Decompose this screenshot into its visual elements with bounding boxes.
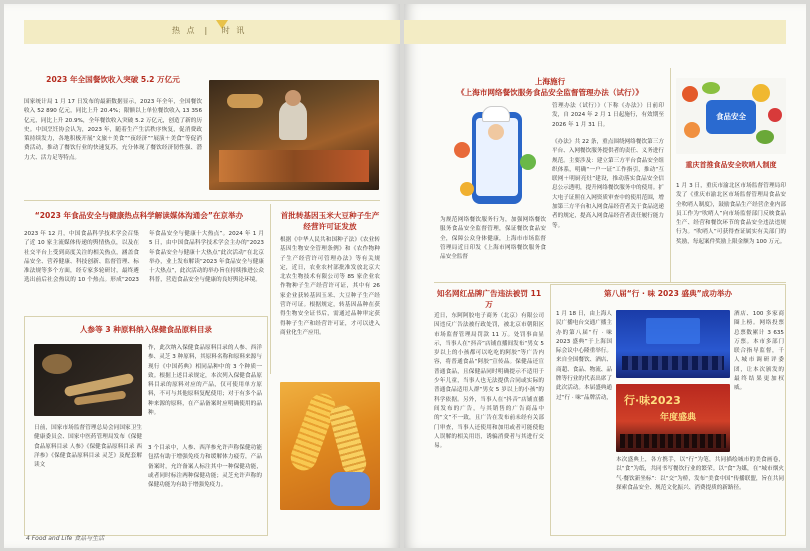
corn-photo <box>280 382 380 510</box>
article-4-body-left: 日前，国家市场监督管理总局会同国家卫生健康委员会、国家中医药管理局发布《保健食品原料目录 人参》《保健食品原料目录 西洋参》《保健食品原料目录 灵芝》及配套解读文 <box>34 425 142 469</box>
right-article-3-title: 知名网红品牌广告违法被罚 11 万 <box>436 289 542 309</box>
gala-stage-photo <box>616 310 730 378</box>
gala-screen-photo <box>616 384 730 452</box>
right-article-2-title: 重庆首推食品安全吹哨人制度 <box>685 161 777 169</box>
screen-text: 行·味2023 <box>624 394 681 407</box>
tab-news[interactable]: 时 讯 <box>221 26 247 35</box>
screen-text-2: 年度盛典 <box>660 413 697 423</box>
food-safety-badge-icon: 食品安全 <box>706 100 756 134</box>
article-4-body-right: 作，此次纳入保健食品原料目录的人参、西洋参、灵芝 3 种原料，其原料名称和原料来源与现行《中国药典》相同品种中的 3 个种质一致。根据上述目录规定，本次列入保健食品原料目录的原料对应的产品，仅可使用单方原料，不可与其他原料复配使用；对于有多个品种来源的原料，在产品备案时应明确使用的品种。 <box>148 345 262 417</box>
tab-hot[interactable]: 热 点 <box>172 26 197 35</box>
header-band <box>24 20 400 44</box>
right-article-3-body: 近日，东阿阿胶电子商务（北京）有限公司因违反广告法被行政处罚，被北京市朝阳区市场监督管理局罚款 11 万。处罚事由显示，当事人在“抖音”店铺直播间发布“男女 5 岁以上的小孩都可以吃吃的阿胶”等广告内容，将普通食品“阿胶”宣传品。保健品还宣普通食品，且保健品同时明确提示不适用于少年儿童，当事人也无法提供合同或实际的普通食品适用人群“男女 5 岁以上的小孩”的科学依据。另外，当事人在“抖音”店铺直播间发布的广告，与其销售的广告商品中的“文”不一致，且广告在发布前未经有关部门审查，当事人还使用和加用或者可能使他人误解的相关用语，诱骗消费者与其进行交易。 <box>434 313 544 450</box>
divider <box>434 282 786 283</box>
right-page <box>404 4 806 548</box>
right-article-4-body-left: 1 月 18 日，由上海人民广播电台交通广播主办的第八届“行 · 味 2023 盛典”于上海国际会议中心隆重举行。来自全国餐饮、酒店、商超、食品、物流、品牌等行业的代表出席了此次活动。本届盛典通过“行 · 味”品牌活动， <box>556 311 612 401</box>
divider <box>670 68 671 282</box>
article-3-body: 根据《中华人民共和国种子法》《农业转基因生物安全管理条例》和《农作物种子生产经营许可管理办法》等有关规定，近日，农业农村部批准发放北京大北农生物技术有限公司等 85 家企业农作物种子生产经营许可证，其中有 26 家企业获转基因玉米、大豆种子生产经营许可证。根据规定，转基因品种在获得生物安全证书后，需通过品种审定获得种子生产和经营许可证，才可以进入商业化生产应用。 <box>280 237 380 336</box>
right-article-4-title: 第八届“行 · 味 2023 盛典”成功举办 <box>603 289 733 298</box>
right-article-1-body-right: 管理办法（试行）》（下称《办法》）日前印发，自 2024 年 2 月 1 日起施行，有效期至 2026 年 1 月 31 日。 <box>552 103 664 128</box>
article-4-title: 人参等 3 种原料纳入保健食品原料目录 <box>79 325 213 334</box>
divider <box>24 200 380 201</box>
divider <box>270 204 271 374</box>
article-1-body: 国家统计局 1 月 17 日发布的最新数据显示，2023 年全年，全国餐饮收入 52 890 亿元，同比上升 20.4%；限额以上单位餐饮收入 13 356 亿元，同比上升 20.9%，全年餐饮收入突破 5.2 万亿元，创造了新的历史。中国烹饪协会认为，2023 年，随着生产生活秩序恢复，促消费政策持续发力，各地积极开展“文旅＋美食”“夜经济”“展演＋美食”等促消费活动，推动了餐饮行业的快速复苏，充分体现了餐饮经济韧性强、潜力大、活力足等特点。 <box>24 99 202 161</box>
food-safety-photo <box>676 78 786 154</box>
page-footer: 4 Food and Life 食品与生活 <box>26 535 105 542</box>
left-page <box>4 4 400 548</box>
ginseng-photo <box>34 344 142 416</box>
chef-phone-illustration-icon <box>446 102 542 212</box>
right-article-4-body-right: 酒店、100 多家商圈上榜。网络投票总票数累计 3 635 万票。本市多部门联合指导监督，千人城市调研评委团，让本次颁发的最终结果更加权威。 <box>734 311 784 392</box>
article-2-title: “2023 年食品安全与健康热点科学解读媒体沟通会”在京举办 <box>34 211 244 220</box>
right-article-1-title: 上海施行 《上海市网络餐饮服务食品安全监督管理办法（试行）》 <box>456 77 644 97</box>
street-food-photo <box>209 80 379 190</box>
right-article-4-body-right-2: 本次盛典上，各方携手，以“行”为笔，共同描绘城市的美食画卷，以“食”为纸，共同书写餐饮行业的繁荣。以“食”为媒，在“城市烟火气·餐饮新坐标”：以“交”为桥，发布“美食中国”传播联盟，旨在共同探索食品安全、规范文化振兴、消费提质的新路径。 <box>616 457 784 491</box>
article-2-body: 2023 年 12 月，中国食品科学技术学会召集了近 10 家主流媒体传递的舆情热点，以及在社交平台上受到高度关注的相关热点，涵盖食品安全、营养健康、科技创新、监督管理、标准法规等多个方面，经专家多轮研讨，最终遴选出前后社会热议的 10 个热点。形成“2023 年食品安全与健康十大热点”。2024 年 1 月 5 日，由中国食品科学技术学会主办的“2023 年食品安全与健康十大热点”此次活动“在北京举办，业上发布解读“2023 年食品安全与健康十大热点”，此次活动的举办旨在持续推进公众科普，营造食品安全与健康的良好舆论环境。 <box>24 231 264 284</box>
article-1-title: 2023 年全国餐饮收入突破 5.2 万亿元 <box>46 75 180 84</box>
right-article-2-body: 1 月 3 日，重庆市渝北区市场监督管理局印发了《重庆市渝北区市场监督管理局食品安全吹哨人制度》，鼓励食品生产经营企业内部员工作为“吹哨人”向市场监督部门反映食品生产、经营和餐饮环节的食品安全违法违规行为。“吹哨人”可获得查证属实有关部门的奖励，每起案件奖励上限金额为 100 万元。 <box>676 183 786 245</box>
article-3-title: 首批转基因玉米大豆种子生产经营许可证发放 <box>280 211 380 231</box>
header-band <box>404 20 786 44</box>
right-article-1-body-left: 为规范网络餐饮服务行为，加强网络餐饮服务食品安全监督管理，保证餐饮食品安全，保障公众身体健康，上海市市场监督管理局近日印发《上海市网络餐饮服务食品安全监督 <box>440 217 546 261</box>
right-article-1-body-right-2: 《办法》共 22 条，重点围绕网络餐饮第三方平台、入网餐饮服务提供者的责任、义务进行规范。主要涉及：建立第三方平台食品安全组织体系，明确“一户一证”工作指引，推动“互联网＋明厨亮灶”建设，推动落实食品安全信息公示透明，提升网络餐饮服务中的使用。扩大电子证照在入网资质审查中的使用范围，增加第三方平台和入网食品经营者关于食品送递者的规定，提高入网食品经营者责任履行能力等。 <box>552 139 664 229</box>
header-tabs: 热 点 | 时 讯 <box>172 26 247 35</box>
article-4-body-right-2: 3 个目录中，人参、西洋参允许声称保健功能包括有助于增强免疫力和缓解体力疲劳，产品备案时，允许备案人标注其中一种保健功能，或者同时标注两种保健功能；灵芝允许声称的保健功能为有助于增强免疫力。 <box>148 445 262 489</box>
